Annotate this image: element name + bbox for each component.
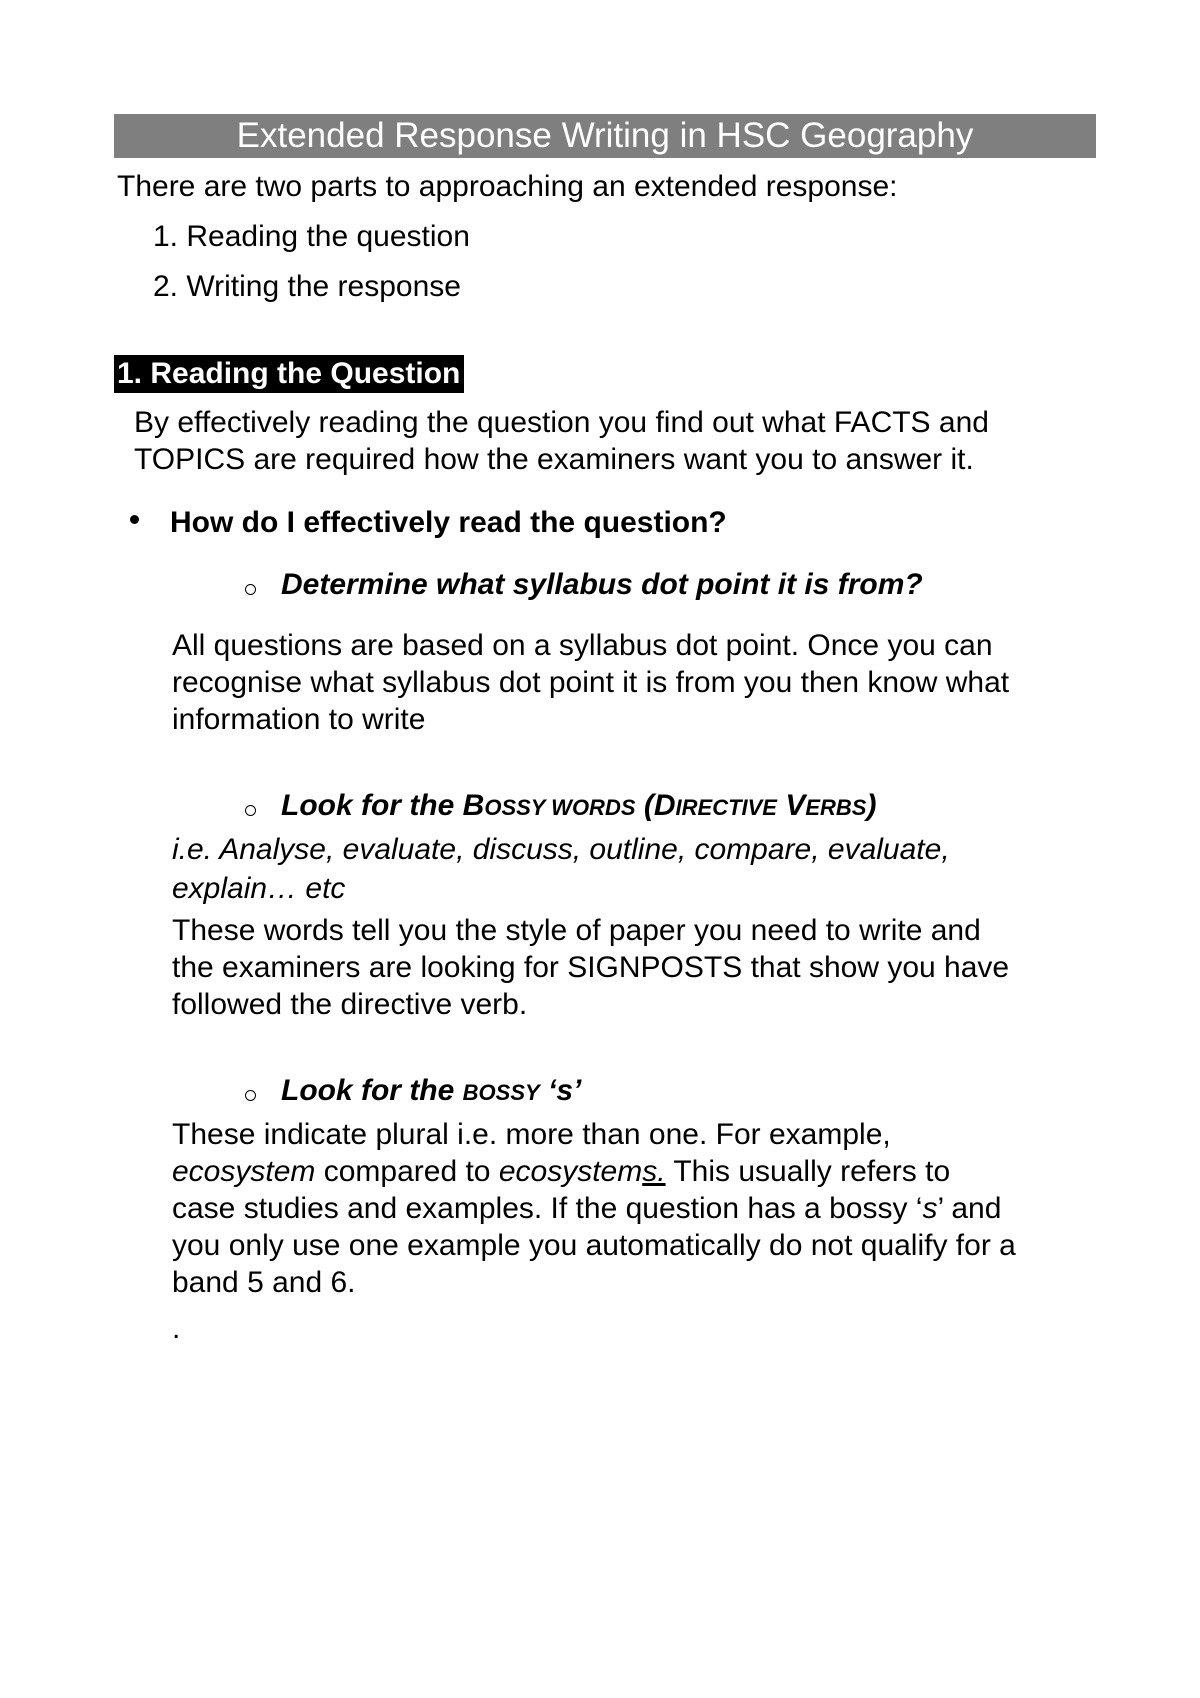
sub-bullet-icon <box>245 1090 256 1101</box>
sub1-body-line-3: information to write <box>172 703 426 736</box>
part-item-2: 2. Writing the response <box>153 270 461 303</box>
trailing-period: . <box>172 1312 181 1345</box>
sub3-body-line-4: you only use one example you automatically do not qualify for a <box>172 1229 1016 1262</box>
sub3-body-line-1: These indicate plural i.e. more than one. For example, <box>172 1118 891 1151</box>
bullet-question: How do I effectively read the question? <box>170 506 727 539</box>
section-paragraph-line-2: TOPICS are required how the examiners want you to answer it. <box>134 443 974 476</box>
directive-verb-examples-line-1: i.e. Analyse, evaluate, discuss, outline, compare, evaluate, <box>172 833 950 866</box>
sub-bullet-icon <box>245 805 256 816</box>
sub2-body-line-3: followed the directive verb. <box>172 988 528 1021</box>
intro-text: There are two parts to approaching an extended response: <box>117 170 898 203</box>
sub3-body-line-2: ecosystem compared to ecosystems. This usually refers to <box>172 1155 951 1188</box>
sub2-body-line-2: the examiners are looking for SIGNPOSTS that show you have <box>172 951 1010 984</box>
sub3-body-line-3: case studies and examples. If the question has a bossy ‘s’ and <box>172 1192 1002 1225</box>
sub-heading-bossy-words: Look for the BOSSY WORDS (DIRECTIVE VERBS) <box>281 789 877 822</box>
document-title: Extended Response Writing in HSC Geography <box>114 114 1096 158</box>
sub1-body-line-2: recognise what syllabus dot point it is from you then know what <box>172 666 1010 699</box>
sub3-body-line-5: band 5 and 6. <box>172 1266 356 1299</box>
bullet-icon <box>130 515 139 524</box>
section-paragraph-line-1: By effectively reading the question you find out what FACTS and <box>134 406 989 439</box>
directive-verb-examples-line-2: explain… etc <box>172 872 346 905</box>
section-heading-reading-question: 1. Reading the Question <box>114 355 464 393</box>
sub2-body-line-1: These words tell you the style of paper you need to write and <box>172 914 981 947</box>
part-item-1: 1. Reading the question <box>153 220 470 253</box>
sub-bullet-icon <box>245 584 256 595</box>
sub-heading-bossy-s: Look for the BOSSY ‘s’ <box>281 1074 582 1107</box>
sub1-body-line-1: All questions are based on a syllabus dot point. Once you can <box>172 629 993 662</box>
sub-heading-syllabus-dot-point: Determine what syllabus dot point it is from? <box>281 568 923 601</box>
